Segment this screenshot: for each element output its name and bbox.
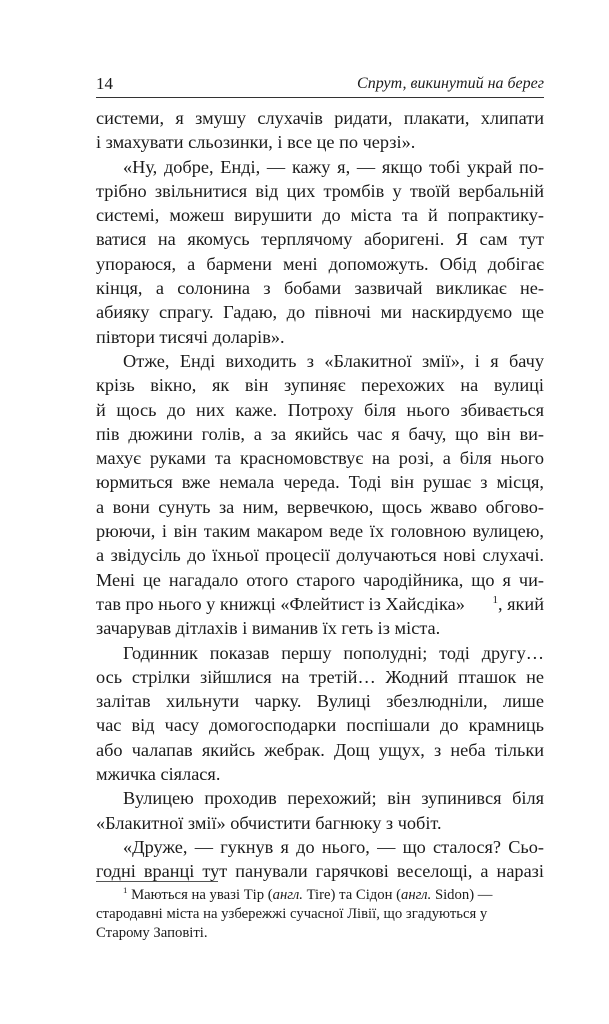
text-line: ватися на якомусь терплячому аборигені. Я сам тут bbox=[96, 229, 544, 250]
text-line-part: , який bbox=[498, 593, 544, 614]
text-line: залітав хильнути чарку. Вулиці збезлюдніли, лише bbox=[96, 691, 544, 712]
text-line: час від часу домогосподарки поспішали до крамниць bbox=[96, 715, 544, 736]
text-line: а звідусіль до їхньої процесії долучаються нові слухачі. bbox=[96, 545, 544, 566]
text-line: півтори тисячі доларів». bbox=[96, 326, 285, 347]
text-line: зачарував дітлахів і виманив їх геть із міста. bbox=[96, 618, 441, 639]
page-number: 14 bbox=[96, 74, 113, 93]
text-line: упораюся, а бармени мені допоможуть. Обід добігає bbox=[96, 253, 544, 274]
text-line: трібно звільнитися від цих тромбів у твоїй вербальній bbox=[96, 180, 544, 201]
footnote-line bbox=[96, 886, 544, 905]
footnote-number: 1 bbox=[123, 885, 128, 896]
page-header bbox=[96, 74, 544, 98]
text-line: Вулицею проходив перехожий; він зупинився біля bbox=[123, 788, 544, 809]
footnote-italic: англ. bbox=[401, 887, 432, 903]
text-line: годні вранці тут панували гарячкові веселощі, а наразі bbox=[96, 861, 544, 882]
footnote-italic: англ. bbox=[272, 887, 303, 903]
text-line: системи, я змушу слухачів ридати, плакати, хлипати bbox=[96, 108, 544, 128]
body-text bbox=[96, 106, 544, 884]
text-line: а вони сунуть за ним, вервечкою, щось жваво обгово- bbox=[96, 496, 544, 517]
text-line: кінця, а солонина з бобами зазвичай викликає не- bbox=[96, 278, 544, 299]
footnote bbox=[96, 886, 544, 943]
text-line: «Блакитної змії» обчистити багнюку з чобіт. bbox=[96, 812, 442, 833]
text-line: і змахувати сльозинки, і все це по черзі». bbox=[96, 132, 416, 153]
running-title: Спрут, викинутий на берег bbox=[357, 75, 544, 92]
text-line: «Друже, — гукнув я до нього, — що сталося? Сьо- bbox=[123, 836, 544, 857]
text-line: юрмиться вже немала череда. Тоді він рушає з місця, bbox=[96, 472, 544, 493]
footnote-text: Tire) та Сідон ( bbox=[302, 887, 402, 903]
footnote-line: стародавні міста на узбережжі сучасної Лівії, що згадуються у bbox=[96, 906, 488, 922]
text-line: крізь вікно, як він зупиняє перехожих на вулиці bbox=[96, 375, 544, 396]
footnote-reference bbox=[493, 592, 544, 616]
footnote-text: Маються на увазі Тір ( bbox=[131, 887, 273, 903]
text-line: системі, можеш вирушити до міста та й попрактику- bbox=[96, 205, 544, 226]
text-line: Мені це нагадало отого старого чародійника, що я чи- bbox=[96, 569, 544, 590]
text-line-part: тав про нього у книжці «Флейтист із Хайсдіка» bbox=[96, 593, 465, 614]
text-line: махує руками та красномовствує на розі, а біля нього bbox=[96, 448, 544, 469]
text-line: пів дюжини голів, а за якийсь час я бачу, що він ви- bbox=[96, 423, 544, 444]
header-rule bbox=[96, 97, 544, 98]
text-line: ось стрілки зійшлися на третій… Жодний пташок не bbox=[96, 666, 544, 687]
text-line: або чалапав якийсь жебрак. Дощ ущух, з неба тільки bbox=[96, 739, 544, 760]
text-line: Годинник показав першу пополудні; тоді другу… bbox=[123, 642, 544, 663]
text-line: Отже, Енді виходить з «Блакитної змії», і я бачу bbox=[123, 350, 544, 371]
text-line: «Ну, добре, Енді, — кажу я, — якщо тобі украй по- bbox=[123, 156, 544, 177]
text-line: мжичка сіялася. bbox=[96, 764, 221, 785]
text-line-with-footnote bbox=[96, 592, 544, 616]
footnote-line: Старому Заповіті. bbox=[96, 925, 208, 941]
text-line: рюючи, і він таким макаром веде їх головною вулицею, bbox=[96, 521, 544, 542]
text-line: абияку спрагу. Гадаю, до півночі ми наскирдуємо ще bbox=[96, 302, 544, 323]
footnote-marker: 1 bbox=[492, 593, 498, 606]
footnote-text: Sidon) — bbox=[431, 887, 493, 903]
text-line: й щось до них каже. Потроху біля нього збивається bbox=[96, 399, 544, 420]
footnote-rule bbox=[96, 881, 218, 882]
